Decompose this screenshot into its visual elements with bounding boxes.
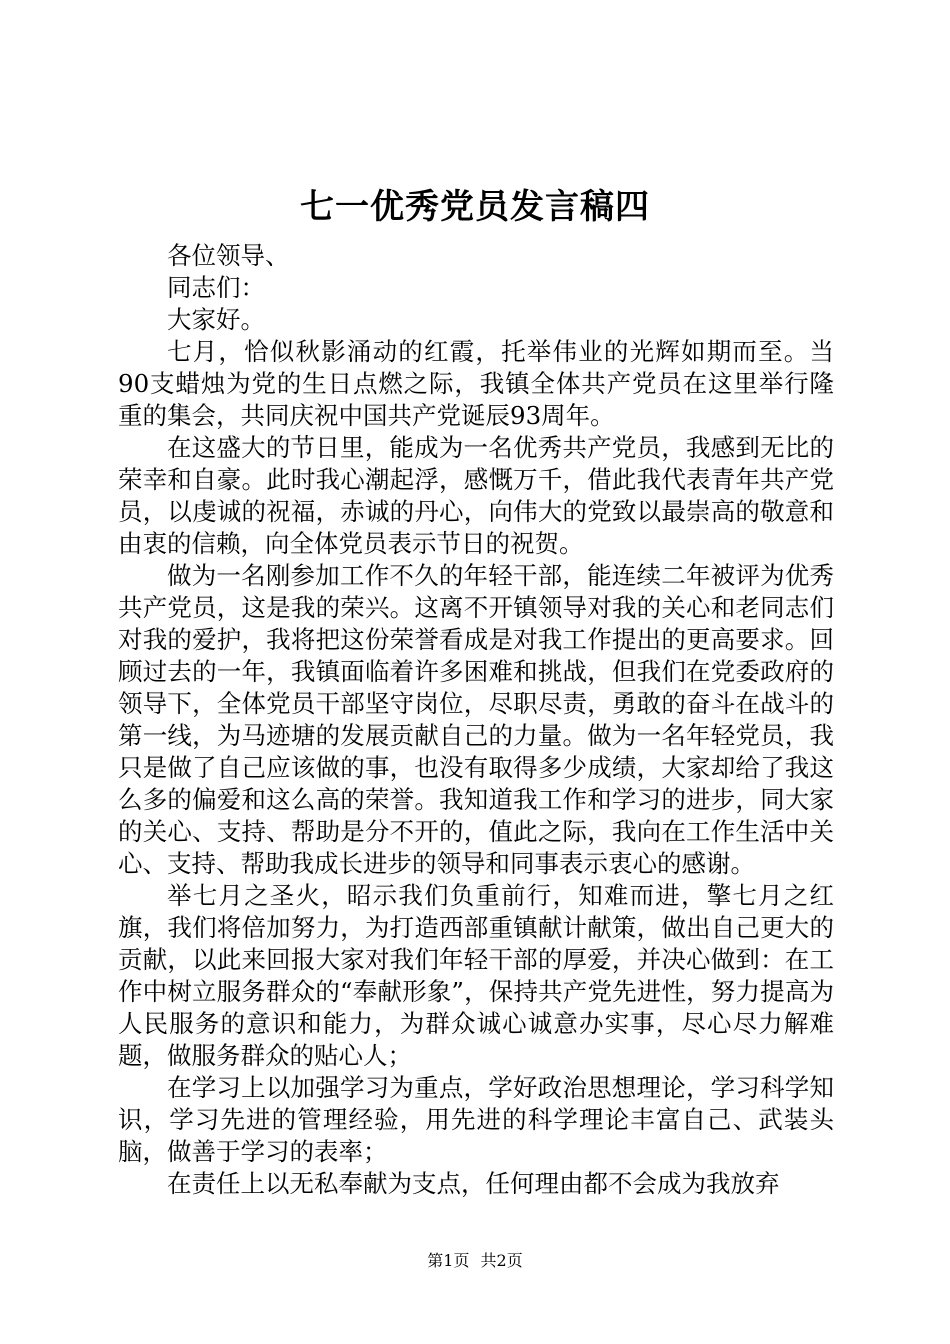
document-body — [118, 240, 834, 1200]
greeting: 大家好。 — [167, 305, 265, 334]
page-number-total: 共2页 — [480, 1251, 523, 1270]
salutation-leaders: 各位领导、 — [167, 241, 290, 270]
paragraph-july: 七月，恰似秋影涌动的红霞，托举伟业的光辉如期而至。当90支蜡烛为党的生日点燃之际，我镇全体共产党员在这里举行隆重的集会，共同庆祝中国共产党诞辰93周年。 — [118, 337, 834, 430]
paragraph-pledge-work: 举七月之圣火，昭示我们负重前行，知难而进，擎七月之红旗，我们将倍加努力，为打造西部重镇献计献策，做出自己更大的贡献，以此来回报大家对我们年轻干部的厚爱，并决心做到：在工作中树立服务群众的“奉献形象”，保持共产党先进性，努力提高为人民服务的意识和能力，为群众诚心诚意办实事，尽心尽力解难题，做服务群众的贴心人； — [118, 881, 834, 1070]
document-title: 七一优秀党员发言稿四 — [300, 187, 650, 227]
paragraph-festival: 在这盛大的节日里，能成为一名优秀共产党员，我感到无比的荣幸和自豪。此时我心潮起浮，感慨万千，借此我代表青年共产党员，以虔诚的祝福，赤诚的丹心，向伟大的党致以最崇高的敬意和由衷的信赖，向全体党员表示节日的祝贺。 — [118, 433, 834, 558]
paragraph-young-cadre: 做为一名刚参加工作不久的年轻干部，能连续二年被评为优秀共产党员，这是我的荣兴。这离不开镇领导对我的关心和老同志们对我的爱护，我将把这份荣誉看成是对我工作提出的更高要求。回顾过去的一年，我镇面临着许多困难和挑战，但我们在党委政府的领导下，全体党员干部坚守岗位，尽职尽责，勇敢的奋斗在战斗的第一线，为马迹塘的发展贡献自己的力量。做为一名年轻党员，我只是做了自己应该做的事，也没有取得多少成绩，大家却给了我这么多的偏爱和这么高的荣誉。我知道我工作和学习的进步，同大家的关心、支持、帮助是分不开的，值此之际，我向在工作生活中关心、支持、帮助我成长进步的领导和同事表示衷心的感谢。 — [118, 561, 834, 878]
page-footer — [0, 1251, 950, 1271]
paragraph-pledge-study: 在学习上以加强学习为重点，学好政治思想理论，学习科学知识，学习先进的管理经验，用先进的科学理论丰富自己、武装头脑，做善于学习的表率； — [118, 1073, 834, 1166]
paragraph-pledge-responsibility: 在责任上以无私奉献为支点，任何理由都不会成为我放弃 — [167, 1169, 780, 1198]
page-number-current: 第1页 — [427, 1251, 470, 1270]
salutation-comrades: 同志们： — [167, 273, 265, 302]
